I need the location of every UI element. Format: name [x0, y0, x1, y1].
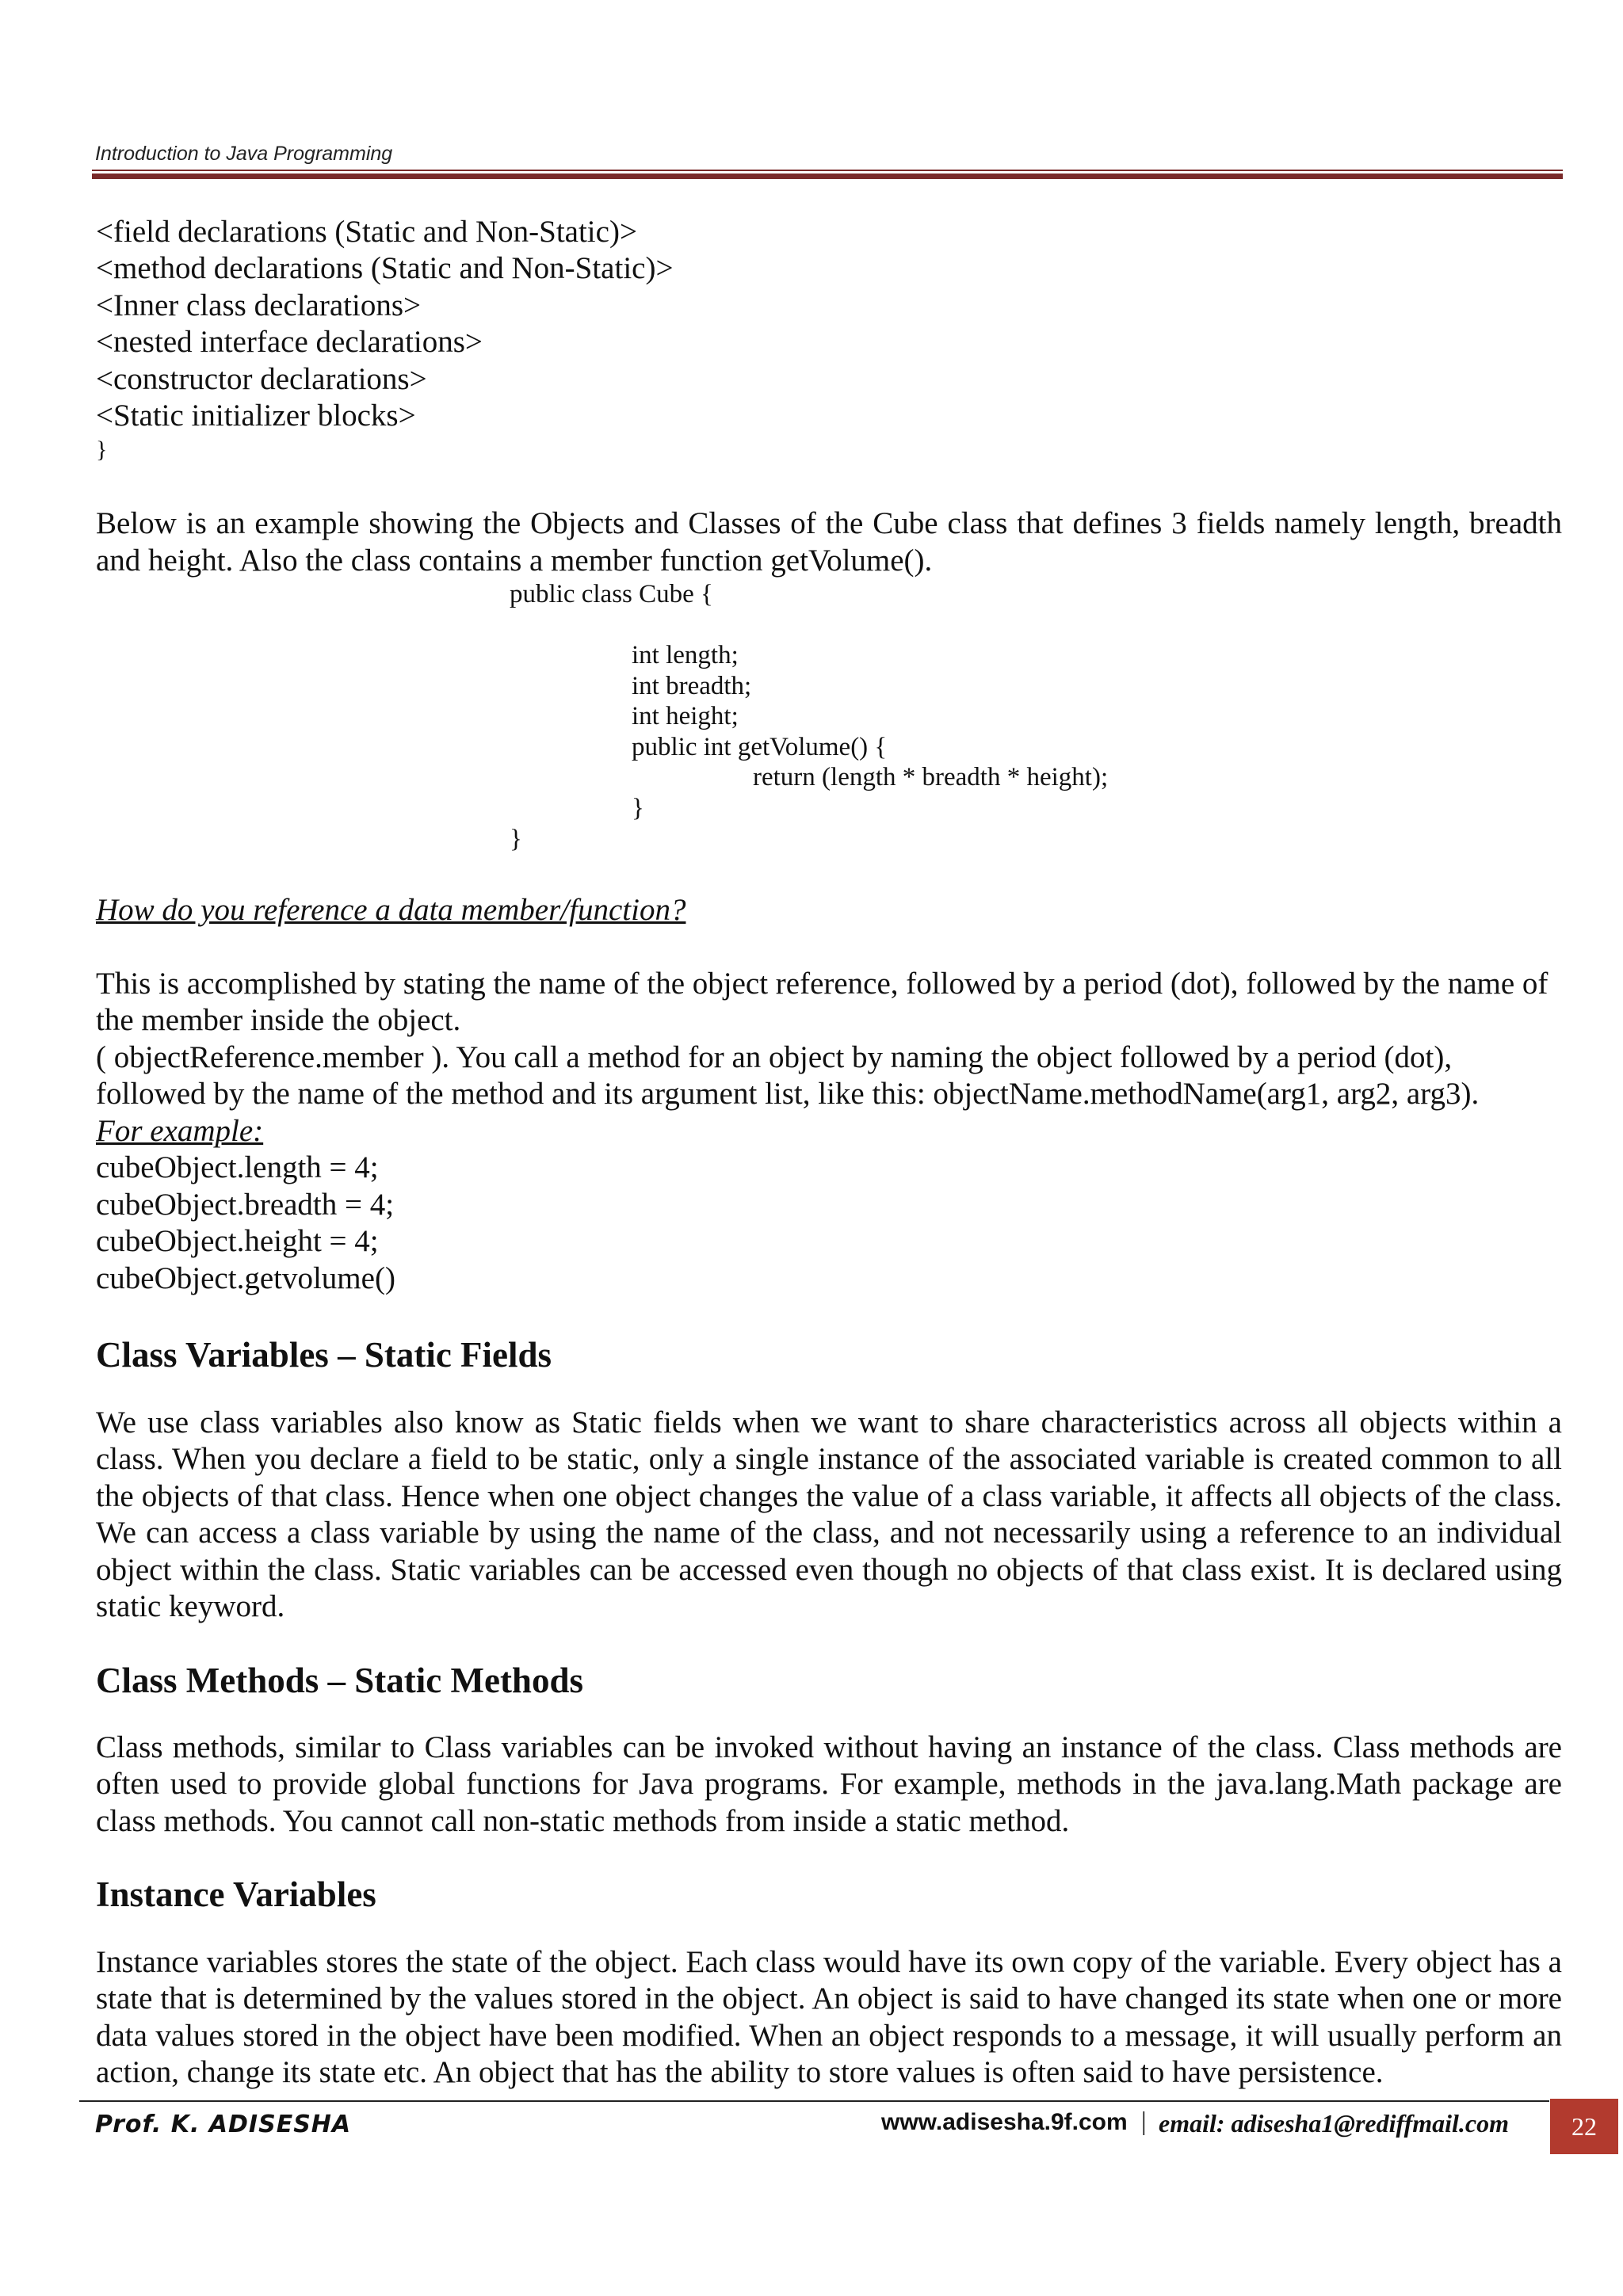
- code-example: [96, 579, 1562, 854]
- code-line: int length;: [632, 641, 739, 670]
- footer-website: www.adisesha.9f.com: [881, 2109, 1128, 2135]
- code-line: }: [632, 794, 644, 822]
- declaration-line: <nested interface declarations>: [96, 325, 483, 360]
- reference-paragraph: ( objectReference.member ). You call a method for an object by naming the object followed by a period (dot), followed by the name of the method and its argument list, like this: objectName.methodName(arg1, arg2, arg3).: [96, 1039, 1480, 1112]
- question-heading: How do you reference a data member/function?: [96, 893, 686, 928]
- example-line: cubeObject.height = 4;: [96, 1224, 379, 1259]
- declaration-line: <method declarations (Static and Non-Static)>: [96, 251, 674, 286]
- running-header-title: Introduction to Java Programming: [95, 143, 393, 165]
- footer-rule: [79, 2100, 1549, 2102]
- declaration-line: <Static initializer blocks>: [96, 399, 416, 433]
- reference-paragraph: This is accomplished by stating the name of the object reference, followed by a period (dot), followed by the name of the member inside the object.: [96, 966, 1549, 1038]
- declaration-line: <constructor declarations>: [96, 361, 427, 396]
- page-content: [96, 214, 1562, 2092]
- example-line: cubeObject.breadth = 4;: [96, 1187, 395, 1222]
- section-heading: Class Methods – Static Methods: [96, 1660, 583, 1700]
- header-rule-thin: [92, 170, 1563, 171]
- footer-email: email: adisesha1@rediffmail.com: [1159, 2109, 1509, 2138]
- code-line: int breadth;: [632, 671, 752, 700]
- code-line: public int getVolume() {: [632, 732, 888, 761]
- page-number: 22: [1550, 2099, 1618, 2154]
- code-blank-line: [96, 610, 1562, 640]
- header-rule-thick: [92, 174, 1563, 179]
- example-line: cubeObject.length = 4;: [96, 1150, 379, 1185]
- section-heading: Class Variables – Static Fields: [96, 1335, 552, 1375]
- code-line: public class Cube {: [510, 580, 713, 609]
- footer-author: Prof. K. ADISESHA: [95, 2111, 352, 2138]
- section-body: Instance variables stores the state of the object. Each class would have its own copy of the variable. Every object has a state that is determined by the values stored in the object. An object is said to have changed its state when one or more data values stored in the object have been modified. When an object responds to a message, it will usually perform an action, change its state etc. An object that has the ability to store values is often said to have persistence.: [96, 1944, 1562, 2090]
- section-body: We use class variables also know as Static fields when we want to share characteristics across all objects within a class. When you declare a field to be static, only a single instance of the associated variable is created common to all the objects of that class. Hence when one object changes the value of a class variable, it affects all objects of the class. We can access a class variable by using the name of the class, and not necessarily using a reference to an individual object within the class. Static variables can be accessed even though no objects of that class exist. It is declared using static keyword.: [96, 1405, 1562, 1624]
- declaration-line: <field declarations (Static and Non-Static)>: [96, 215, 637, 249]
- footer-separator: |: [1141, 2107, 1147, 2136]
- intro-paragraph: Below is an example showing the Objects and Classes of the Cube class that defines 3 fields namely length, breadth and height. Also the class contains a member function getVolume().: [96, 506, 1562, 578]
- code-line: }: [510, 824, 522, 853]
- code-line: int height;: [632, 702, 739, 731]
- declaration-line: <Inner class declarations>: [96, 288, 421, 322]
- for-example-label: For example:: [96, 1113, 264, 1148]
- example-line: cubeObject.getvolume(): [96, 1261, 395, 1295]
- section-body: Class methods, similar to Class variables can be invoked without having an instance of the class. Class methods are often used to provide global functions for Java programs. For example, methods in the java.lang.Math package are class methods. You cannot call non-static methods from inside a static method.: [96, 1730, 1562, 1838]
- section-heading: Instance Variables: [96, 1875, 376, 1915]
- code-line: return (length * breadth * height);: [753, 763, 1109, 792]
- declaration-list: [96, 214, 1562, 466]
- closing-brace: }: [96, 437, 108, 463]
